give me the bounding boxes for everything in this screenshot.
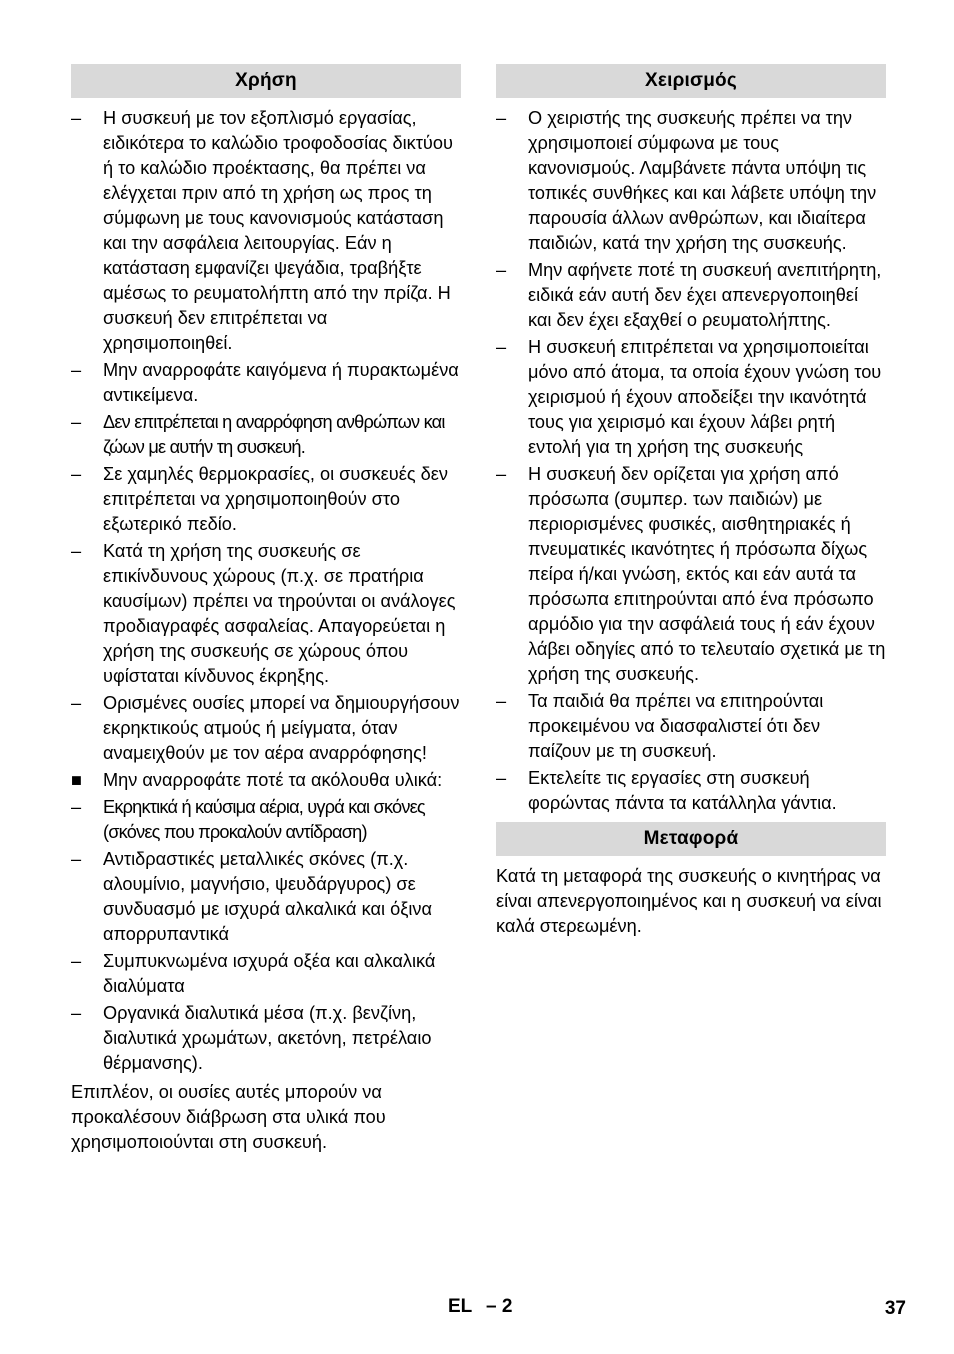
- list-item: – Συμπυκνωμένα ισχυρά οξέα και αλκαλικά διαλύματα: [71, 951, 436, 996]
- list-item: – Αντιδραστικές μεταλλικές σκόνες (π.χ. αλουμίνιο, μαγνήσιο, ψευδάργυρος) σε συνδυασμό με ισχυρά αλκαλικά και όξινα απορρυπαντικά: [71, 849, 432, 944]
- transport-paragraph: Κατά τη μεταφορά της συσκευής ο κινητήρας να είναι απενεργοποιημένος και η συσκευή να είναι καλά στερεωμένη.: [496, 866, 882, 936]
- list-item: – Η συσκευή δεν ορίζεται για χρήση από πρόσωπα (συμπερ. των παιδιών) με περιορισμένες φυσικές, αισθητηριακές ή πνευματικές ικανότητες ή πρόσωπα δίχως πείρα ή/και γνώση, εκτός και εάν αυτά τα πρόσωπα επιτηρούνται από ένα πρόσωπο αρμόδιο για την ασφάλειά τους ή εάν έχουν λάβει οδηγίες από το τελευταίο σχετικά με τη χρήση της συσκευής.: [496, 464, 886, 684]
- list-item: – Οργανικά διαλυτικά μέσα (π.χ. βενζίνη, διαλυτικά χρωμάτων, ακετόνη, πετρέλαιο θέρμανσης).: [71, 1003, 432, 1073]
- list-item: – Η συσκευή με τον εξοπλισμό εργασίας, ειδικότερα το καλώδιο τροφοδοσίας δικτύου ή το καλώδιο προέκτασης, θα πρέπει να ελέγχεται πριν από τη χρήση ως προς τη σύμφωνη με τους κανονισμούς κατάσταση και την ασφάλεια λειτουργίας. Εάν η κατάσταση εμφανίζει ψεγάδια, τραβήξτε αμέσως το ρευματολήπτη από την πρίζα. Η συσκευή δεν επιτρέπεται να χρησιμοποιηθεί.: [71, 108, 453, 353]
- section-heading-transport: Μεταφορά: [496, 822, 886, 856]
- list-item: – Μην αναρροφάτε καιγόμενα ή πυρακτωμένα αντικείμενα.: [71, 360, 459, 405]
- list-item: – Δεν επιτρέπεται η αναρρόφηση ανθρώπων και ζώων με αυτήν τη συσκευή.: [71, 412, 445, 457]
- language-code: EL: [448, 1296, 473, 1317]
- section-heading-operation: Χειρισμός: [496, 64, 886, 98]
- closing-paragraph: Επιπλέον, οι ουσίες αυτές μπορούν να προκαλέσουν διάβρωση στα υλικά που χρησιμοποιούνται στη συσκευή.: [71, 1082, 386, 1152]
- page-number: 37: [884, 1298, 906, 1319]
- square-bullet-icon: ■: [71, 770, 82, 790]
- list-item-bullet: ■ Μην αναρροφάτε ποτέ τα ακόλουθα υλικά:: [71, 768, 461, 793]
- list-item: – Εκτελείτε τις εργασίες στη συσκευή φορώντας πάντα τα κατάλληλα γάντια.: [496, 768, 837, 813]
- section-page-label: – 2: [486, 1296, 513, 1317]
- list-item: – Ο χειριστής της συσκευής πρέπει να την χρησιμοποιεί σύμφωνα με τους κανονισμούς. Λαμβάνετε πάντα υπόψη τις τοπικές συνθήκες και και λάβετε υπόψη την παρουσία άλλων ανθρώπων, και ιδιαίτερα παιδιών, κατά την χρήση της συσκευής.: [496, 108, 877, 253]
- list-item: – Σε χαμηλές θερμοκρασίες, οι συσκευές δεν επιτρέπεται να χρησιμοποιηθούν στο εξωτερικό πεδίο.: [71, 464, 448, 534]
- list-item: – Εκρηκτικά ή καύσιμα αέρια, υγρά και σκόνες (σκόνες που προκαλούν αντίδραση): [71, 797, 425, 842]
- list-item: – Μην αφήνετε ποτέ τη συσκευή ανεπιτήρητη, ειδικά εάν αυτή δεν έχει απενεργοποιηθεί και δεν έχει εξαχθεί ο ρευματολήπτης.: [496, 260, 882, 330]
- section-heading-use: Χρήση: [71, 64, 461, 98]
- left-column: [71, 64, 461, 1155]
- list-item: – Η συσκευή επιτρέπεται να χρησιμοποιείται μόνο από άτομα, τα οποία έχουν γνώση του χειρισμού ή έχουν αποδείξει την ικανότητά τους για χειρισμό και έχουν λάβει ρητή εντολή για τη χρήση της συσκευής: [496, 337, 882, 457]
- right-column: [496, 64, 886, 939]
- list-item: – Τα παιδιά θα πρέπει να επιτηρούνται προκειμένου να διασφαλιστεί ότι δεν παίζουν με τη συσκευή.: [496, 691, 824, 761]
- list-item: – Κατά τη χρήση της συσκευής σε επικίνδυνους χώρους (π.χ. σε πρατήρια καυσίμων) πρέπει να τηρούνται οι ανάλογες προδιαγραφές ασφαλείας. Απαγορεύεται η χρήση της συσκευής σε χώρους όπου υφίσταται κίνδυνος έκρηξης.: [71, 541, 456, 686]
- list-item: – Ορισμένες ουσίες μπορεί να δημιουργήσουν εκρηκτικούς ατμούς ή μείγματα, όταν αναμειχθούν με τον αέρα αναρρόφησης!: [71, 693, 460, 763]
